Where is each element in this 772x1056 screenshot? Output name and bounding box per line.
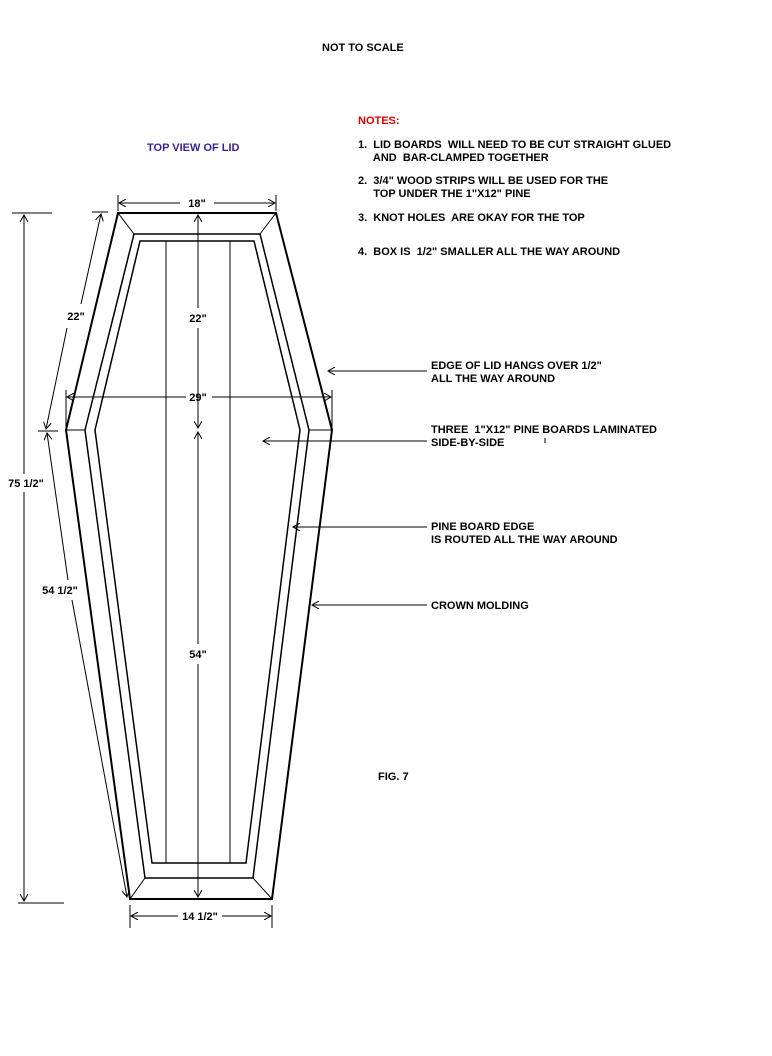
callout-crown-molding: CROWN MOLDING [431, 600, 529, 612]
dim-lower-side: 54 1/2" [42, 585, 78, 597]
dim-upper-side: 22" [67, 311, 85, 323]
callout-lid-overhang: EDGE OF LID HANGS OVER 1/2" ALL THE WAY AROUND [431, 360, 602, 385]
note-3: 3. KNOT HOLES ARE OKAY FOR THE TOP [358, 212, 585, 224]
dim-total-length: 75 1/2" [8, 478, 44, 490]
dim-top-width: 18" [188, 198, 206, 210]
note-1: 1. LID BOARDS WILL NEED TO BE CUT STRAIGHT GLUED AND BAR-CLAMPED TOGETHER [358, 139, 672, 164]
dim-lower-center: 54" [189, 649, 207, 661]
notes-heading: NOTES: [358, 115, 400, 127]
callout-routed-edge: PINE BOARD EDGE IS ROUTED ALL THE WAY AROUND [431, 521, 618, 546]
dim-bottom-width: 14 1/2" [182, 911, 218, 923]
figure-label: FIG. 7 [378, 771, 409, 783]
note-2: 2. 3/4" WOOD STRIPS WILL BE USED FOR THE TOP UNDER THE 1"X12" PINE [358, 175, 609, 200]
dim-widest: 29" [189, 392, 207, 404]
note-4: 4. BOX IS 1/2" SMALLER ALL THE WAY AROUND [358, 246, 621, 258]
callout-pine-boards: THREE 1"X12" PINE BOARDS LAMINATED SIDE-BY-SIDE [431, 424, 657, 449]
top-view-title: TOP VIEW OF LID [147, 142, 240, 154]
not-to-scale-label: NOT TO SCALE [322, 42, 404, 54]
dim-upper-center: 22" [189, 313, 207, 325]
